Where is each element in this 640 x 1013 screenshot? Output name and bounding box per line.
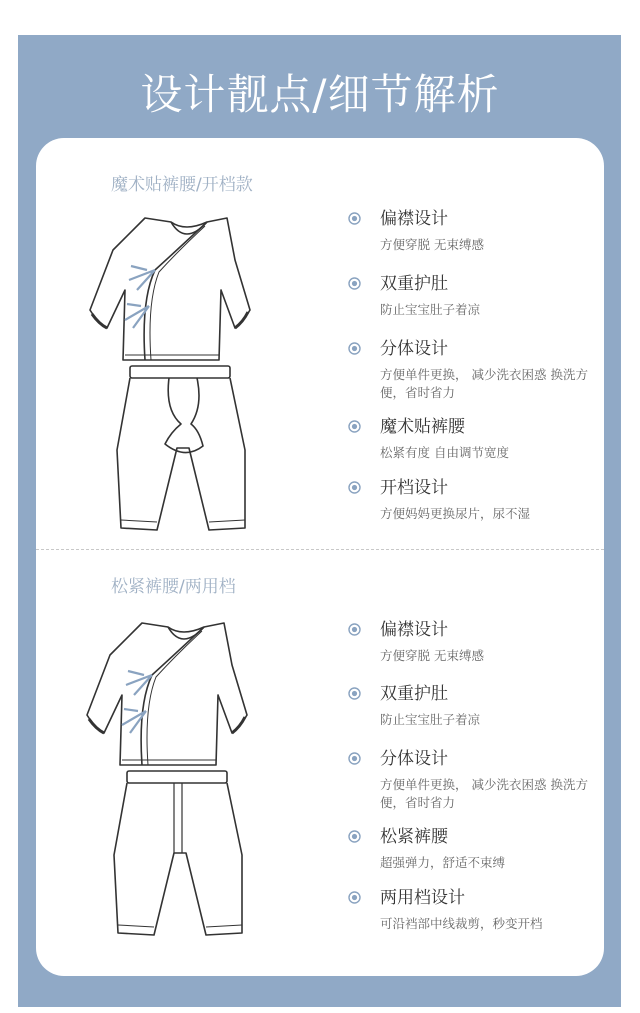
bullet-circle-icon (348, 752, 361, 765)
feature-desc: 方便穿脱 无束缚感 (380, 648, 484, 663)
bullet-circle-icon (348, 277, 361, 290)
garment-illustration-open-crotch (85, 210, 285, 540)
section-label-2: 松紧裤腰/两用档 (111, 577, 236, 597)
feature-title: 双重护肚 (380, 274, 448, 294)
bullet-circle-icon (348, 623, 361, 636)
feature-desc: 方便单件更换， 减少洗衣困惑 换洗方便，省时省力 (380, 367, 588, 400)
feature-title: 双重护肚 (380, 684, 448, 704)
feature-desc: 方便穿脱 无束缚感 (380, 237, 484, 252)
feature-title: 分体设计 (380, 749, 448, 769)
feature-desc: 方便单件更换， 减少洗衣困惑 换洗方便，省时省力 (380, 777, 588, 810)
bullet-circle-icon (348, 891, 361, 904)
feature-desc: 超强弹力，舒适不束缚 (380, 855, 506, 870)
feature-title: 魔术贴裤腰 (380, 417, 465, 437)
bullet-circle-icon (348, 481, 361, 494)
feature-title: 偏襟设计 (380, 209, 448, 229)
section-divider (36, 549, 604, 550)
bullet-circle-icon (348, 212, 361, 225)
feature-desc: 方便妈妈更换尿片，尿不湿 (380, 506, 531, 521)
section-label-1: 魔术贴裤腰/开档款 (111, 175, 253, 195)
page-title: 设计靓点/细节解析 (140, 70, 500, 119)
feature-title: 开档设计 (380, 478, 448, 498)
feature-title: 偏襟设计 (380, 620, 448, 640)
bullet-circle-icon (348, 420, 361, 433)
feature-title: 分体设计 (380, 339, 448, 359)
feature-title: 两用档设计 (380, 888, 465, 908)
feature-desc: 防止宝宝肚子着凉 (380, 712, 481, 727)
bullet-circle-icon (348, 830, 361, 843)
feature-title: 松紧裤腰 (380, 827, 448, 847)
feature-desc: 可沿裆部中线裁剪，秒变开档 (380, 916, 543, 931)
bullet-circle-icon (348, 687, 361, 700)
feature-desc: 松紧有度 自由调节宽度 (380, 445, 509, 460)
bullet-circle-icon (348, 342, 361, 355)
garment-illustration-elastic (82, 615, 282, 945)
feature-desc: 防止宝宝肚子着凉 (380, 302, 481, 317)
